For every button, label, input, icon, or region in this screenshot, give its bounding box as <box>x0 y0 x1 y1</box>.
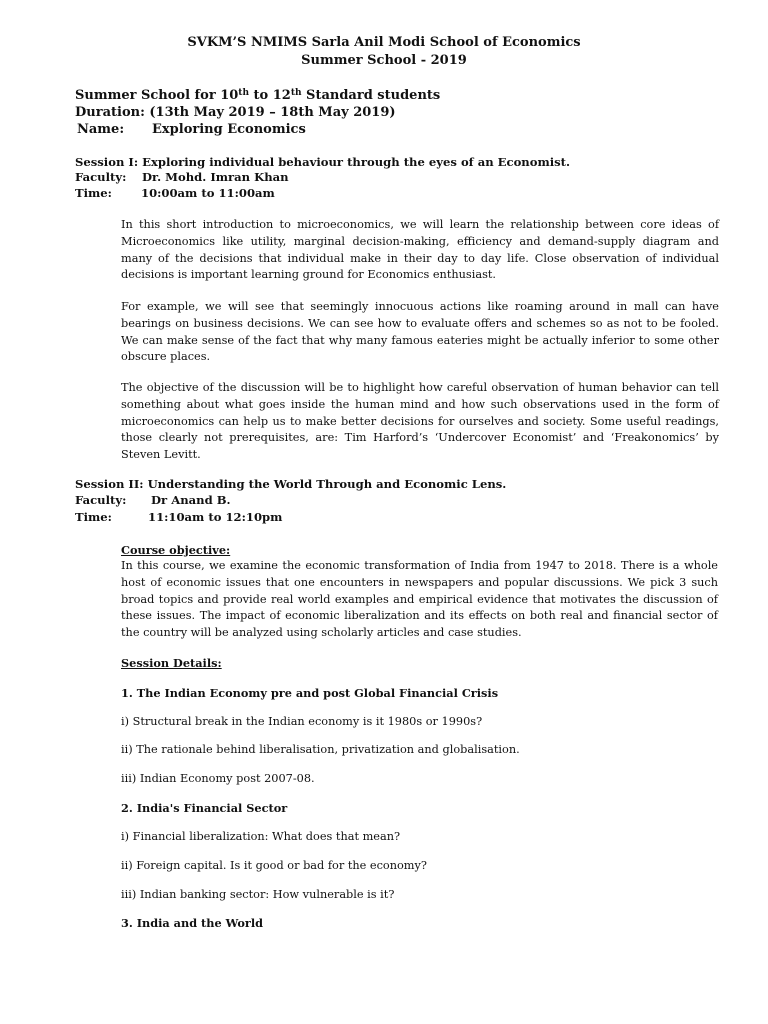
session1-paragraph: The objective of the discussion will be to highlight how careful observation of human behavior can tell something about what goes inside the human mind and how such observations used in the form of microeconomics can help us to make better decisions for ourselves and society. Some useful readings, those clearly not prerequisites, are: Tim Harford’s ‘Undercover Economist’ and ‘Freakonomics’ by Steven Levitt. <box>121 381 719 462</box>
topic-item: ii) Foreign capital. Is it good or bad for the economy? <box>121 859 427 872</box>
program-name-label: Name: <box>77 122 125 137</box>
topic-heading: 1. The Indian Economy pre and post Global Financial Crisis <box>121 686 499 700</box>
topic-item: iii) Indian banking sector: How vulnerable is it? <box>121 888 395 901</box>
program-name-value: Exploring Economics <box>152 122 306 137</box>
header-institution: SVKM’S NMIMS Sarla Anil Modi School of Economics <box>187 35 581 50</box>
session1-faculty-label: Faculty: <box>75 170 127 184</box>
session1-paragraph: For example, we will see that seemingly innocuous actions like roaming around in mall can have bearings on business decisions. We can see how to evaluate offers and schemes so as not to be fooled. We can make sense of the fact that why many famous eateries might be actually inferior to some other obscure places. <box>121 300 719 364</box>
topic-heading: 2. India's Financial Sector <box>121 801 288 815</box>
session1-title: Session I: Exploring individual behaviour through the eyes of an Economist. <box>75 155 571 169</box>
topic-item: iii) Indian Economy post 2007-08. <box>121 772 315 785</box>
session2-title: Session II: Understanding the World Through and Economic Lens. <box>75 477 507 491</box>
session1-time: 10:00am to 11:00am <box>141 186 275 200</box>
session-details-heading: Session Details: <box>121 656 222 670</box>
header-program-year: Summer School - 2019 <box>301 53 467 68</box>
session1-time-label: Time: <box>75 186 112 200</box>
session2-time: 11:10am to 12:10pm <box>148 510 283 524</box>
course-objective-heading: Course objective: <box>121 543 231 557</box>
session2-time-label: Time: <box>75 510 112 524</box>
topic-item: ii) The rationale behind liberalisation, privatization and globalisation. <box>121 743 520 756</box>
session1-paragraph: In this short introduction to microeconomics, we will learn the relationship between core ideas of Microeconomics like utility, marginal decision-making, efficiency and demand-supply diagram and many of the decisions that individual make in their day to day life. Close observation of individual decisions is important learning ground for Economics enthusiast. <box>121 218 719 282</box>
program-duration: Duration: (13th May 2019 – 18th May 2019) <box>75 105 396 120</box>
topic-heading: 3. India and the World <box>121 916 264 930</box>
session2-faculty: Dr Anand B. <box>151 493 231 507</box>
course-objective-text: In this course, we examine the economic transformation of India from 1947 to 2018. There is a whole host of economic issues that one encounters in newspapers and popular discussions. We pick 3 such broad topics and provide real world examples and empirical evidence that motivates the discussion of these issues. The impact of economic liberalization and its effects on both real and financial sector of the country will be analyzed using scholarly articles and case studies. <box>121 559 718 640</box>
session1-faculty: Dr. Mohd. Imran Khan <box>142 170 289 184</box>
session2-faculty-label: Faculty: <box>75 493 127 507</box>
topic-item: i) Structural break in the Indian economy is it 1980s or 1990s? <box>121 715 483 728</box>
program-audience: Summer School for 10th to 12th Standard students <box>75 88 441 103</box>
topic-item: i) Financial liberalization: What does that mean? <box>121 830 401 843</box>
